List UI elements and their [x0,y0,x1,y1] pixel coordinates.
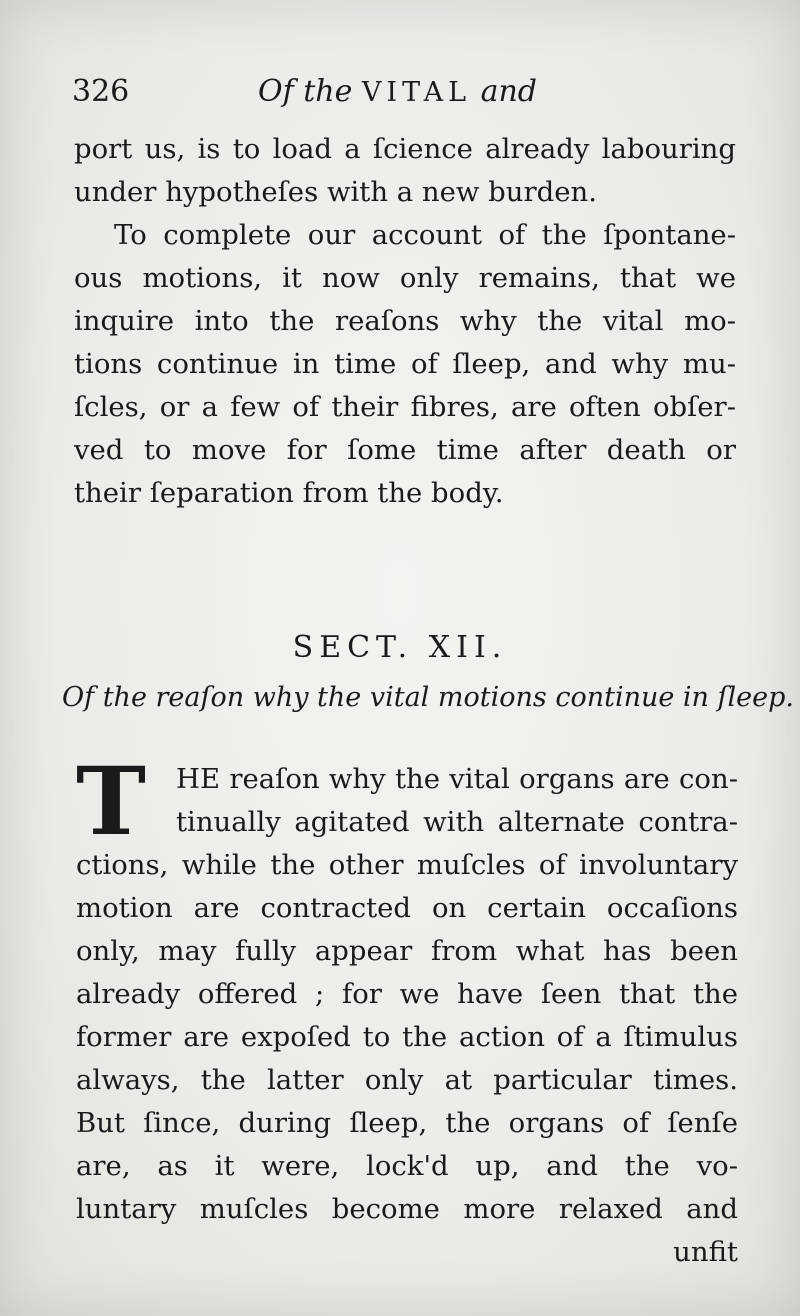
text-line: ctions, while the other muſcles of involuntary [76,849,738,881]
text-line: only, may fully appear from what has been [76,935,738,967]
text-line: ſcles, or a few of their fibres, are often obſer- [74,391,736,423]
text-line: But ſince, during ſleep, the organs of ſenſe [76,1107,738,1139]
section-heading: SECT. XII. [292,630,508,665]
text-line: tions continue in time of ſleep, and why mu- [74,348,736,380]
text-line: To complete our account of the ſpontane- [114,219,736,251]
section-subtitle: Of the reaſon why the vital motions continue in ſleep. [62,682,794,713]
text-line: former are expoſed to the action of a ſtimulus [76,1021,738,1053]
running-title [258,74,537,109]
page-number: 326 [72,74,130,109]
running-title-caps: VITAL [361,77,472,108]
text-block-bottom [76,747,738,1274]
text-line: their ſeparation from the body. [74,477,504,509]
text-line: motion are contracted on certain occaſions [76,892,738,924]
text-line: already offered ; for we have ſeen that the [76,978,738,1010]
catchword: unfit [673,1236,738,1268]
text-block-top [74,128,736,515]
running-title-prefix: Of the [258,74,353,109]
drop-cap-paragraph [76,747,738,857]
drop-cap: T [76,747,146,857]
text-line: inquire into the reaſons why the vital mo- [74,305,736,337]
text-line-rest: reaſon why the vital organs are con- [220,763,738,795]
text-line: ous motions, it now only remains, that we [74,262,736,294]
text-line: are, as it were, lock'd up, and the vo- [76,1150,738,1182]
text-line: under hypotheſes with a new burden. [74,176,597,208]
text-line [76,758,738,801]
running-head [72,70,742,118]
first-word-rest: HE [176,763,221,795]
running-title-suffix: and [480,74,538,109]
text-line: tinually agitated with alternate contra- [176,806,738,838]
text-line: ved to move for ſome time after death or [74,434,736,466]
text-line: luntary muſcles become more relaxed and [76,1193,738,1225]
text-line: always, the latter only at particular times. [76,1064,738,1096]
text-line: port us, is to load a ſcience already labouring [74,133,736,165]
